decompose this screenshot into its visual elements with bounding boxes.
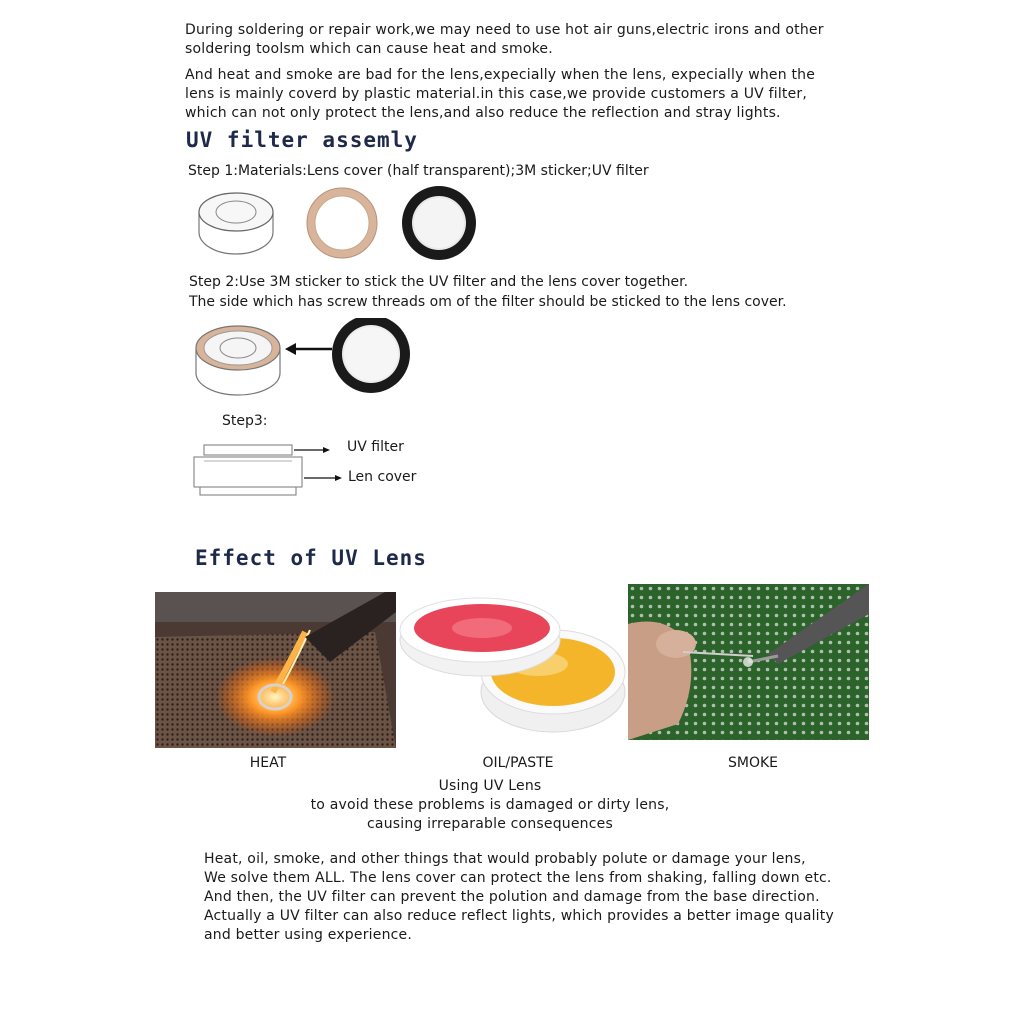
arrow-right-icon (294, 447, 330, 453)
intro-line: During soldering or repair work,we may need to use hot air guns,electric irons and other (185, 22, 824, 38)
intro-line: And heat and smoke are bad for the lens,expecially when the lens, expecially when the (185, 67, 816, 83)
using-line: Using UV Lens (438, 778, 542, 794)
intro-line: lens is mainly coverd by plastic material.in this case,we provide customers a UV filter, (185, 86, 808, 102)
oil-paste-caption: OIL/PASTE (482, 755, 554, 771)
closing-line: and better using experience. (204, 927, 412, 943)
step2-text (189, 272, 787, 312)
arrow-right-icon (304, 475, 342, 481)
lens-cover-icon (199, 193, 273, 254)
closing-line: Actually a UV filter can also reduce reflect lights, which provides a better image quality (204, 908, 834, 924)
effect-heading: Effect of UV Lens (195, 546, 427, 570)
closing-line: Heat, oil, smoke, and other things that would probably polute or damage your lens, (204, 851, 806, 867)
len-cover-label: Len cover (348, 469, 417, 485)
assembled-lens-icon (194, 445, 302, 495)
heat-caption: HEAT (249, 755, 287, 771)
oil-paste-photo (398, 592, 628, 740)
step3-text: Step3: (222, 413, 268, 429)
step2-line: The side which has screw threads om of the filter should be sticked to the lens cover. (189, 294, 787, 310)
uv-filter-icon (402, 186, 476, 260)
lens-cover-with-sticker-icon (196, 326, 280, 395)
intro-line: which can not only protect the lens,and also reduce the reflection and stray lights. (185, 105, 781, 121)
step2-line: Step 2:Use 3M sticker to stick the UV filter and the lens cover together. (189, 274, 689, 290)
uv-filter-label: UV filter (347, 439, 404, 455)
closing-paragraph (204, 850, 834, 945)
using-line: to avoid these problems is damaged or dirty lens, (310, 797, 670, 813)
assembly-heading: UV filter assemly (186, 128, 418, 152)
heat-photo (155, 592, 396, 748)
3m-sticker-icon (307, 188, 377, 258)
closing-line: And then, the UV filter can prevent the polution and damage from the base direction. (204, 889, 820, 905)
intro-paragraph (185, 21, 824, 123)
step1-text: Step 1:Materials:Lens cover (half transparent);3M sticker;UV filter (188, 163, 649, 179)
assembled-illustration (192, 437, 342, 499)
using-line: causing irreparable consequences (367, 816, 613, 832)
using-uv-text (290, 777, 690, 834)
sticking-illustration (192, 318, 417, 398)
smoke-photo (628, 584, 869, 740)
uv-filter-icon (332, 318, 410, 393)
arrow-left-icon (285, 343, 332, 355)
materials-illustration (190, 186, 490, 266)
smoke-caption: SMOKE (727, 755, 778, 771)
closing-line: We solve them ALL. The lens cover can protect the lens from shaking, falling down etc. (204, 870, 832, 886)
intro-line: soldering toolsm which can cause heat and smoke. (185, 41, 553, 57)
